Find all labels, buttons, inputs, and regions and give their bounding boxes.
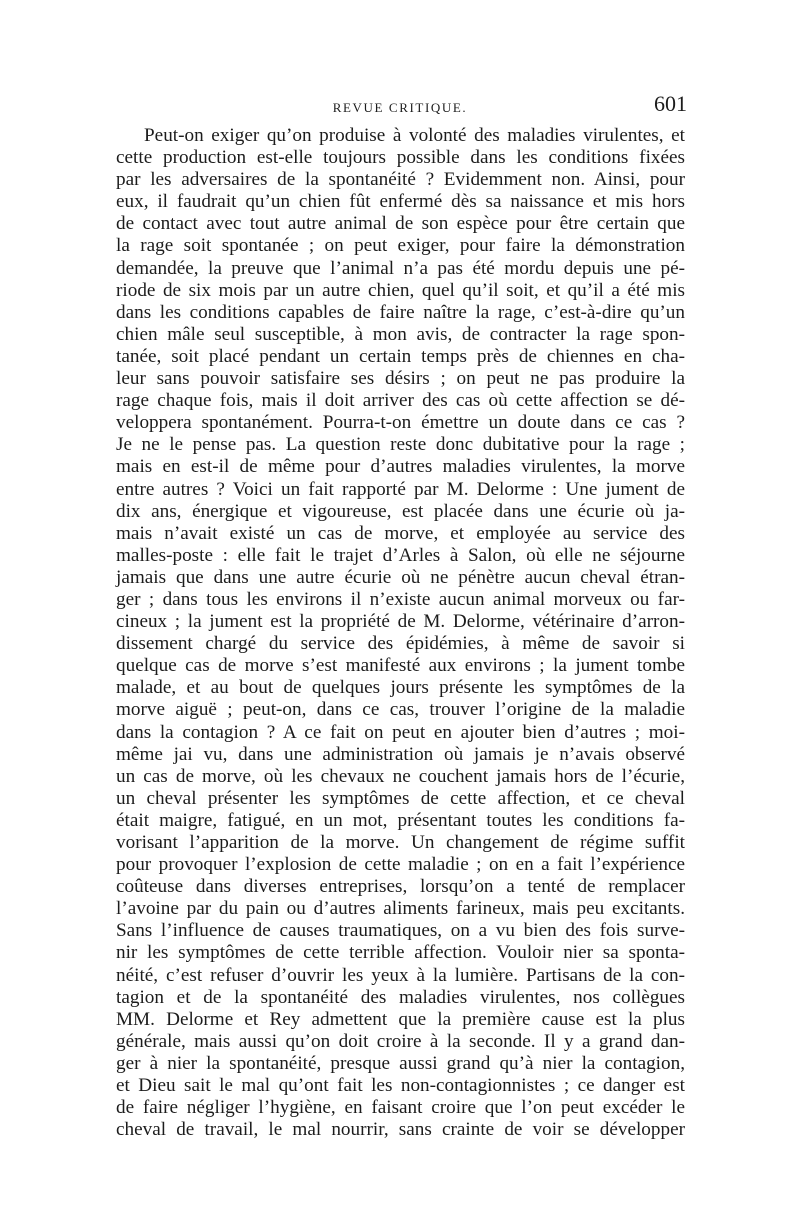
running-title: REVUE CRITIQUE. bbox=[332, 100, 468, 115]
text-line: veloppera spontanément. Pourra-t-on émettre un doute dans ce cas ? bbox=[116, 412, 685, 434]
text-line: rage chaque fois, mais il doit arriver des cas où cette affection se dé- bbox=[116, 390, 685, 412]
text-line: cette production est-elle toujours possible dans les conditions fixées bbox=[116, 147, 685, 169]
text-line: mais n’avait existé un cas de morve, et employée au service des bbox=[116, 522, 685, 544]
text-line: jamais que dans une autre écurie où ne pénètre aucun cheval étran- bbox=[116, 566, 685, 588]
text-line: morve aiguë ; peut-on, dans ce cas, trouver l’origine de la maladie bbox=[116, 699, 685, 721]
text-line: mais en est-il de même pour d’autres maladies virulentes, la morve bbox=[116, 456, 685, 478]
text-line: dans les conditions capables de faire naître la rage, c’est-à-dire qu’un bbox=[116, 301, 685, 323]
text-line: dissement chargé du service des épidémies, à même de savoir si bbox=[116, 633, 685, 655]
text-line: même jai vu, dans une administration où jamais je n’avais observé bbox=[116, 743, 685, 765]
text-line: un cheval présenter les symptômes de cette affection, et ce cheval bbox=[116, 787, 685, 809]
text-line: Sans l’influence de causes traumatiques, on a vu bien des fois surve- bbox=[116, 920, 685, 942]
text-line: était maigre, fatigué, en un mot, présentant toutes les conditions fa- bbox=[116, 809, 685, 831]
text-line: nir les symptômes de cette terrible affection. Vouloir nier sa sponta- bbox=[116, 942, 685, 964]
text-line: par les adversaires de la spontanéité ? Evidemment non. Ainsi, pour bbox=[116, 169, 685, 191]
text-line: générale, mais aussi qu’on doit croire à la seconde. Il y a grand dan- bbox=[116, 1030, 685, 1052]
text-line: de contact avec tout autre animal de son espèce pour être certain que bbox=[116, 213, 685, 235]
text-line: tanée, soit placé pendant un certain temps près de chiennes en cha- bbox=[116, 345, 685, 367]
text-line: dix ans, énergique et vigoureuse, est placée dans une écurie où ja- bbox=[116, 500, 685, 522]
text-line: cheval de travail, le mal nourrir, sans crainte de voir se développer bbox=[116, 1119, 685, 1141]
text-line: malles-poste : elle fait le trajet d’Arles à Salon, où elle ne séjourne bbox=[116, 544, 685, 566]
text-line: MM. Delorme et Rey admettent que la première cause est la plus bbox=[116, 1008, 685, 1030]
running-head bbox=[115, 91, 687, 118]
text-line: ger ; dans tous les environs il n’existe aucun animal morveux ou far- bbox=[116, 588, 685, 610]
text-line: vorisant l’apparition de la morve. Un changement de régime suffit bbox=[116, 832, 685, 853]
text-line: un cas de morve, où les chevaux ne couchent jamais hors de l’écurie, bbox=[116, 765, 685, 787]
page-number: 601 bbox=[654, 91, 687, 116]
text-line: eux, il faudrait qu’un chien fût enfermé dès sa naissance et mis hors bbox=[116, 191, 685, 213]
text-line: cineux ; la jument est la propriété de M. Delorme, vétérinaire d’arron- bbox=[116, 611, 685, 633]
text-line: riode de six mois par un autre chien, quel qu’il soit, et qu’il a été mis bbox=[116, 279, 685, 301]
body-paragraph bbox=[116, 125, 685, 1141]
text-line: et Dieu sait le mal qu’ont fait les non-contagionnistes ; ce danger est bbox=[116, 1075, 685, 1097]
text-line: pour provoquer l’explosion de cette maladie ; on en a fait l’expérience bbox=[116, 854, 685, 876]
text-line: malade, et au bout de quelques jours présente les symptômes de la bbox=[116, 677, 685, 699]
text-line: quelque cas de morve s’est manifesté aux environs ; la jument tombe bbox=[116, 655, 685, 677]
text-line: dans la contagion ? A ce fait on peut en ajouter bien d’autres ; moi- bbox=[116, 721, 685, 743]
text-line: demandée, la preuve que l’animal n’a pas été mordu depuis une pé- bbox=[116, 257, 685, 279]
text-line: leur sans pouvoir satisfaire ses désirs ; on peut ne pas produire la bbox=[116, 368, 685, 390]
text-line: ger à nier la spontanéité, presque aussi grand qu’à nier la contagion, bbox=[116, 1052, 685, 1074]
text-line: l’avoine par du pain ou d’autres aliments farineux, mais peu excitants. bbox=[116, 898, 685, 920]
text-line: chien mâle seul susceptible, à mon avis, de contracter la rage spon- bbox=[116, 323, 685, 345]
text-line: Je ne le pense pas. La question reste donc dubitative pour la rage ; bbox=[116, 434, 685, 456]
text-line: de faire négliger l’hygiène, en faisant croire que l’on peut excéder le bbox=[116, 1097, 685, 1119]
text-line: tagion et de la spontanéité des maladies virulentes, nos collègues bbox=[116, 986, 685, 1008]
text-line: néité, c’est refuser d’ouvrir les yeux à la lumière. Partisans de la con- bbox=[116, 964, 685, 986]
text-line: entre autres ? Voici un fait rapporté par M. Delorme : Une jument de bbox=[116, 478, 685, 500]
text-line: la rage soit spontanée ; on peut exiger, pour faire la démonstration bbox=[116, 235, 685, 257]
text-line: coûteuse dans diverses entreprises, lorsqu’on a tenté de remplacer bbox=[116, 876, 685, 898]
text-line: Peut-on exiger qu’on produise à volonté des maladies virulentes, et bbox=[144, 125, 685, 146]
